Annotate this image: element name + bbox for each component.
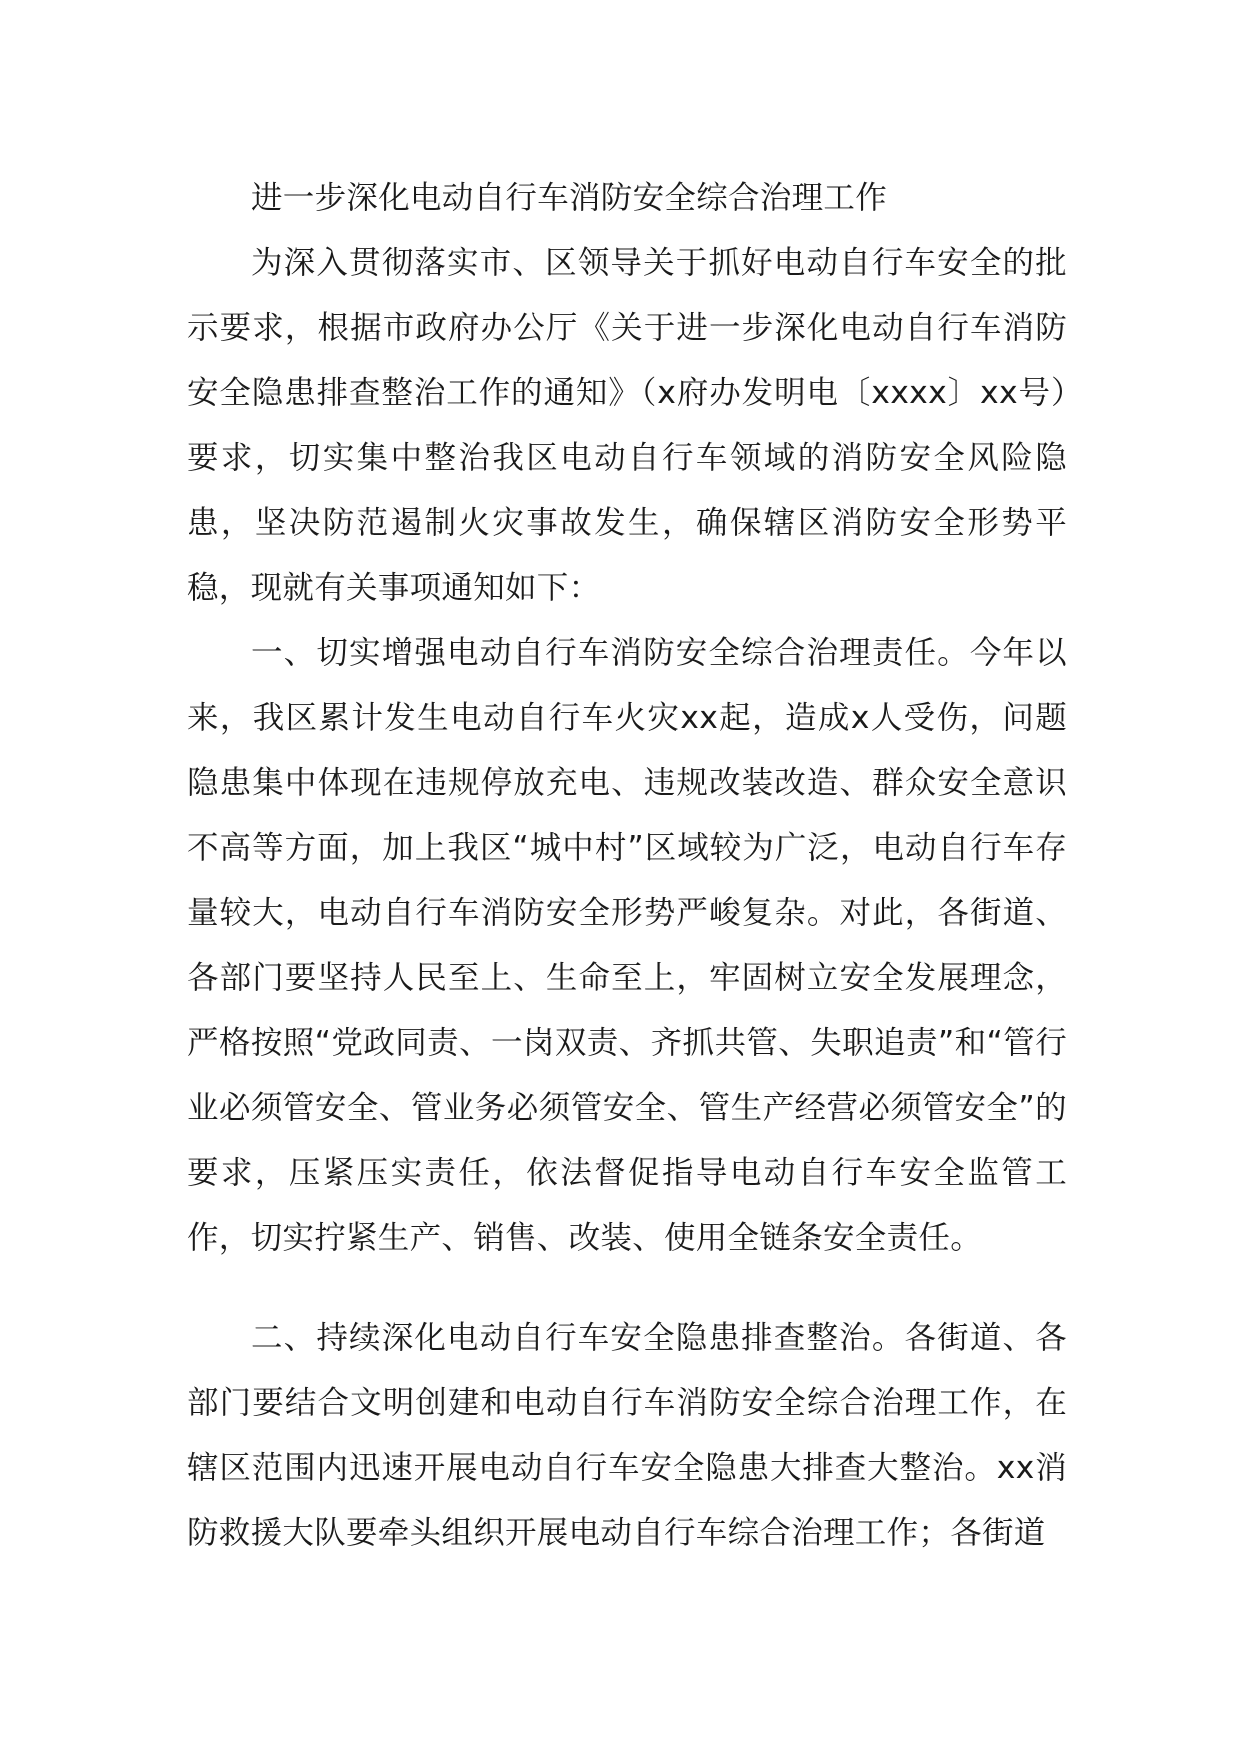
paragraph-intro: 为深入贯彻落实市、区领导关于抓好电动自行车安全的批示要求，根据市政府办公厅《关于进一步深化电动自行车消防安全隐患排查整治工作的通知》（x府办发明电〔xxxx〕xx号）要求，切实集中整治我区电动自行车领域的消防安全风险隐患，坚决防范遏制火灾事故发生，确保辖区消防安全形势平稳，现就有关事项通知如下： bbox=[187, 245, 1067, 606]
paragraph-section-1: 一、切实增强电动自行车消防安全综合治理责任。今年以来，我区累计发生电动自行车火灾xx起，造成x人受伤，问题隐患集中体现在违规停放充电、违规改装改造、群众安全意识不高等方面，加上我区“城中村”区域较为广泛，电动自行车存量较大，电动自行车消防安全形势严峻复杂。对此，各街道、各部门要坚持人民至上、生命至上，牢固树立安全发展理念，严格按照“党政同责、一岗双责、齐抓共管、失职追责”和“管行业必须管安全、管业务必须管安全、管生产经营必须管安全”的要求，压紧压实责任，依法督促指导电动自行车安全监管工作，切实拧紧生产、销售、改装、使用全链条安全责任。 bbox=[187, 635, 1067, 1256]
document-title: 进一步深化电动自行车消防安全综合治理工作 bbox=[251, 180, 888, 216]
paragraph-section-2: 二、持续深化电动自行车安全隐患排查整治。各街道、各部门要结合文明创建和电动自行车消防安全综合治理工作，在辖区范围内迅速开展电动自行车安全隐患大排查大整治。xx消防救援大队要牵头组织开展电动自行车综合治理工作；各街道 bbox=[187, 1320, 1067, 1551]
